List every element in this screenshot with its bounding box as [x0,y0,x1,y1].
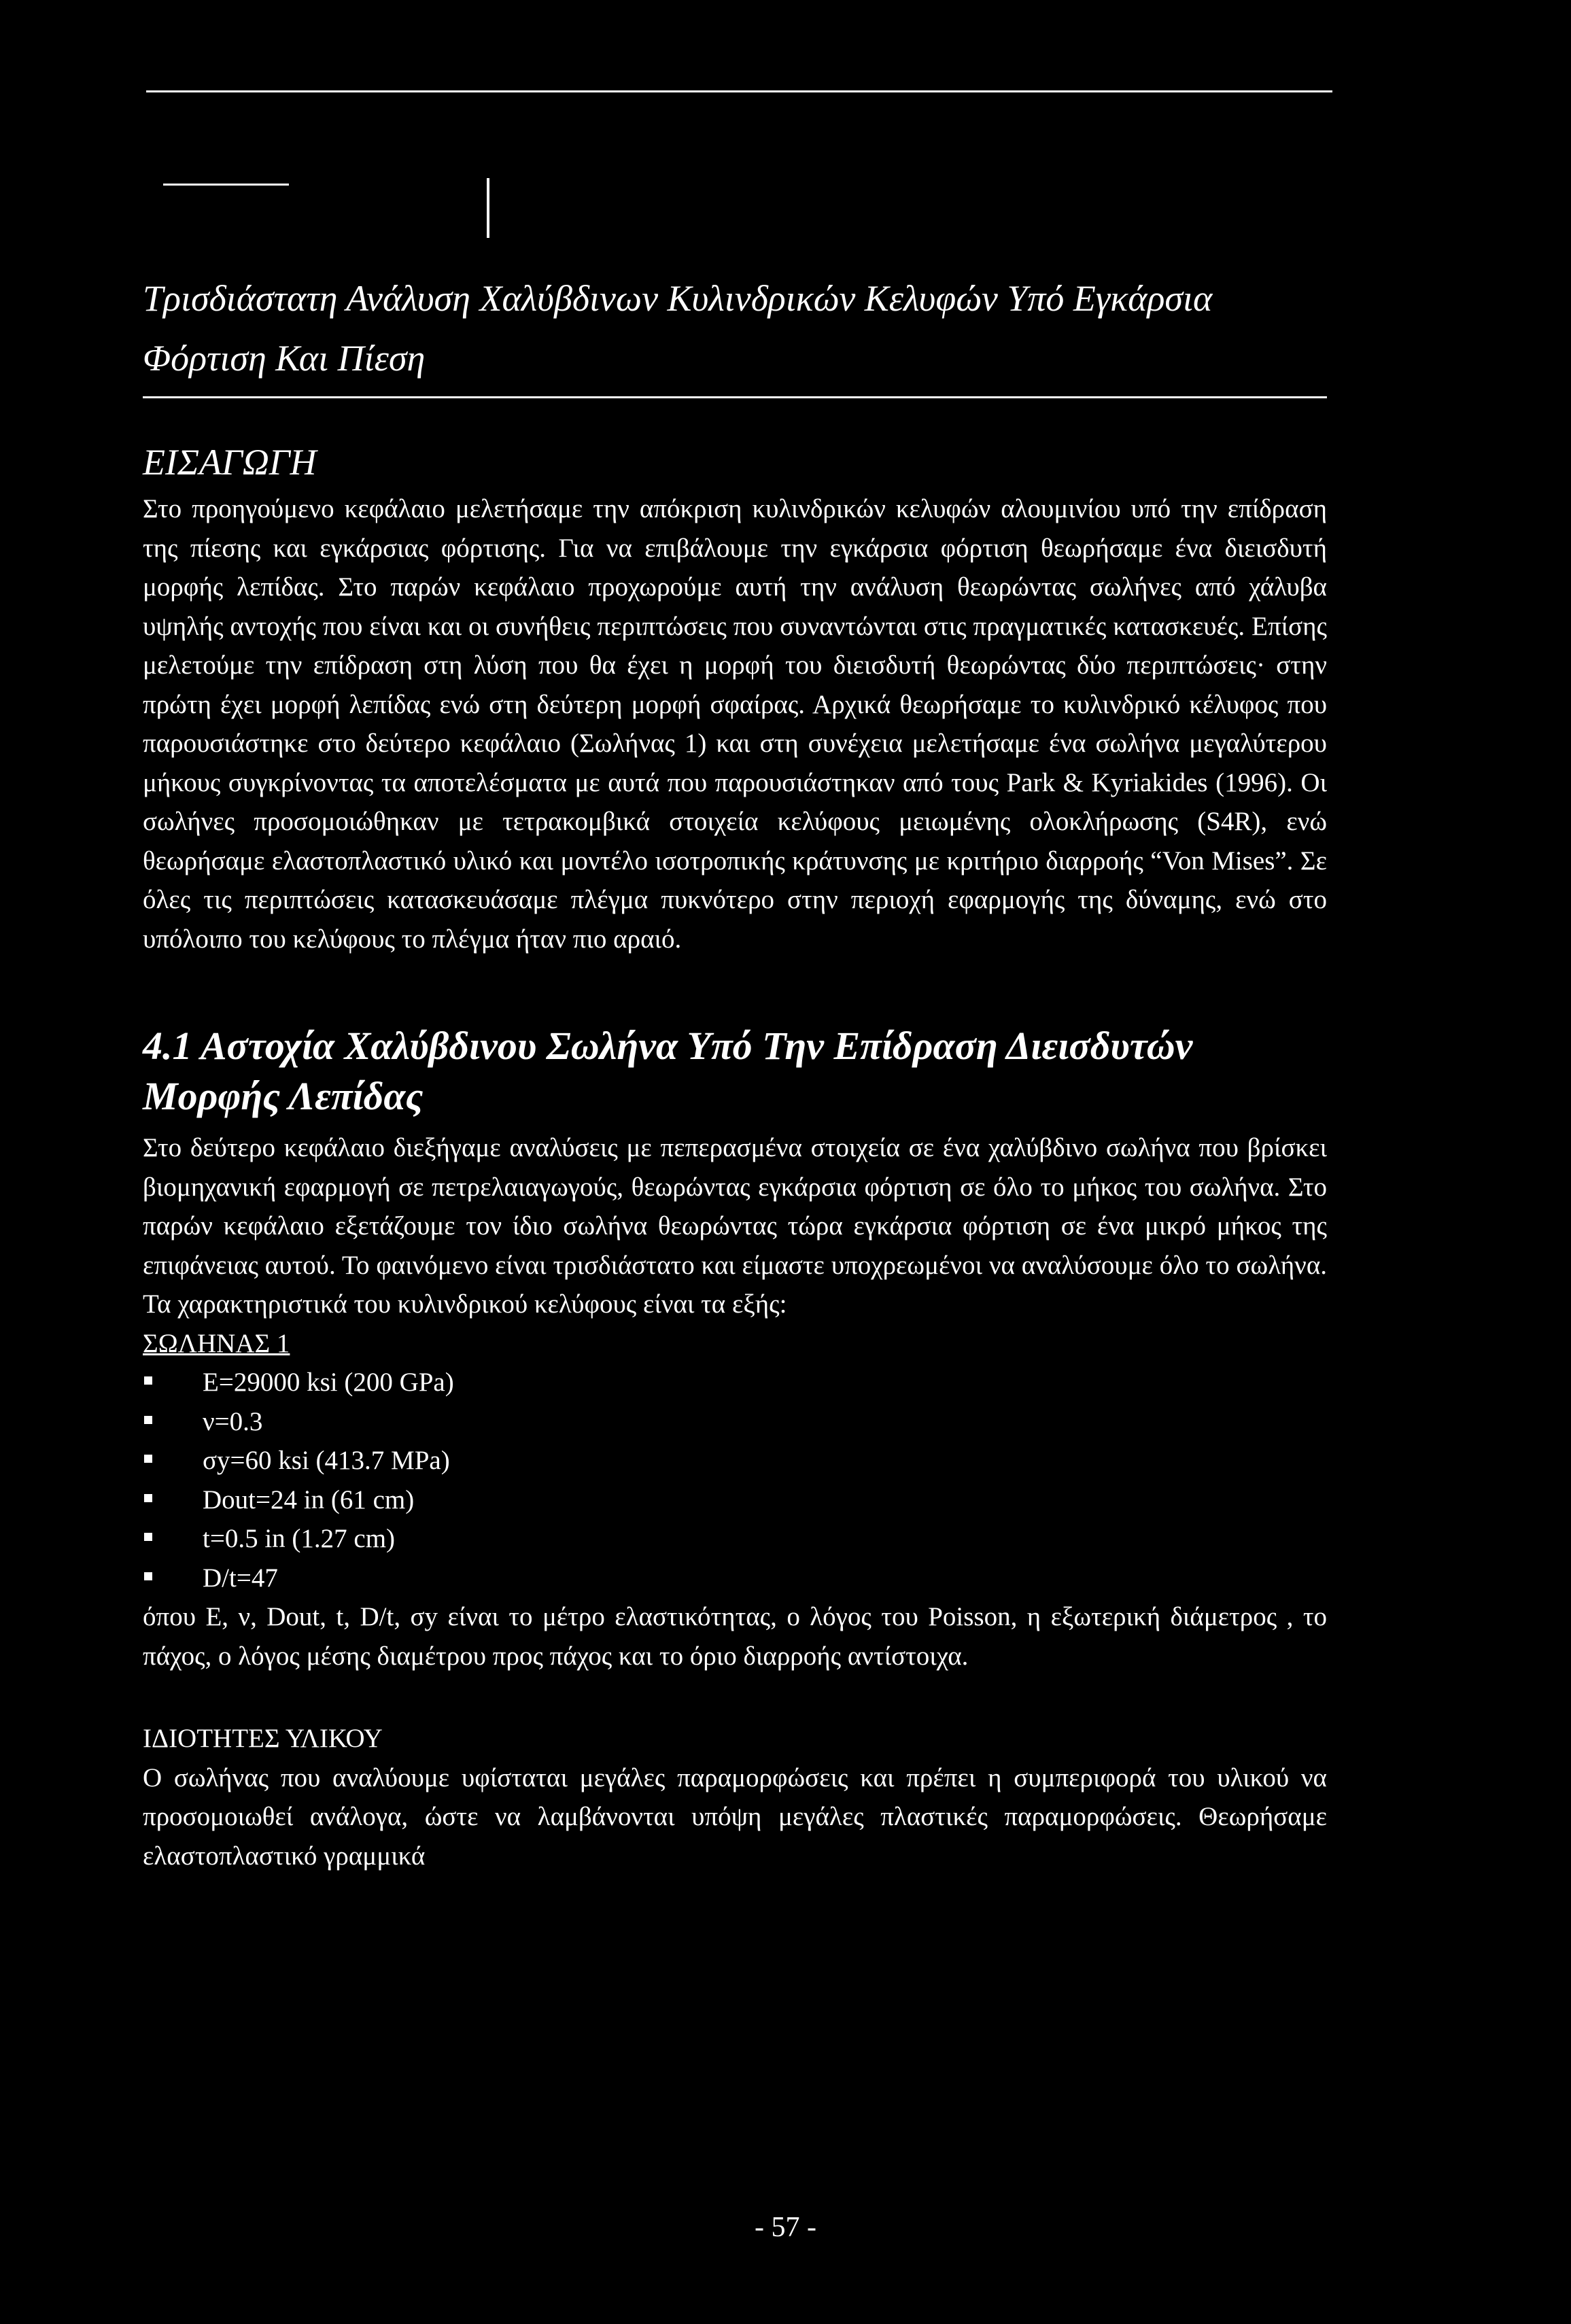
list-item [143,1363,1327,1402]
page-body [143,268,1327,1875]
intro-paragraph: Στο προηγούμενο κεφάλαιο μελετήσαμε την απόκριση κυλινδρικών κελυφών αλουμινίου υπό την επίδραση της πίεσης και εγκάρσιας φόρτισης. Για να επιβάλουμε την εγκάρσια φόρτιση θεωρήσαμε ένα διεισδυτή μορφής λεπίδας. Στο παρών κεφάλαιο προχωρούμε αυτή την ανάλυση θεωρώντας σωλήνες από χάλυβα υψηλής αντοχής που είναι και οι συνήθεις περιπτώσεις που συναντώνται στις πραγματικές κατασκευές. Επίσης μελετούμε την επίδραση στη λύση που θα έχει η μορφή του διεισδυτή θεωρώντας δύο περιπτώσεις· στην πρώτη έχει μορφή λεπίδας ενώ στη δεύτερη μορφή σφαίρας. Αρχικά θεωρήσαμε το κυλινδρικό κέλυφος που παρουσιάστηκε στο δεύτερο κεφάλαιο (Σωλήνας 1) και στη συνέχεια μελετήσαμε ένα σωλήνα μεγαλύτερου μήκους συγκρίνοντας τα αποτελέσματα με αυτά που παρουσιάστηκαν από τους Park & Kyriakides (1996). Οι σωλήνες προσομοιώθηκαν με τετρακομβικά στοιχεία κελύφους μειωμένης ολοκλήρωσης (S4R), ενώ θεωρήσαμε ελαστοπλαστικό υλικό και μοντέλο ισοτροπικής κράτυνσης με κριτήριο διαρροής “Von Mises”. Σε όλες τις περιπτώσεις κατασκευάσαμε πλέγμα πυκνότερο στην περιοχή εφαρμογής της δύναμης, ενώ στο υπόλοιπο του κελύφους το πλέγμα ήταν πιο αραιό. [143,494,1327,954]
spec-list [143,1363,1327,1597]
bullet-icon [144,1455,152,1463]
bullet-icon [144,1376,152,1385]
pipe-label: ΣΩΛΗΝΑΣ 1 [143,1328,290,1358]
material-heading: ΙΔΙΟΤΗΤΕΣ ΥΛΙΚΟΥ [143,1724,383,1753]
list-item [143,1559,1327,1598]
bullet-icon [144,1494,152,1502]
spec-value: D/t=47 [203,1563,278,1593]
bullet-icon [144,1572,152,1580]
bullet-icon [144,1533,152,1541]
bullet-icon [144,1416,152,1424]
spec-value: t=0.5 in (1.27 cm) [203,1524,396,1553]
list-item [143,1480,1327,1520]
list-item [143,1519,1327,1559]
header-dash [163,184,289,186]
header-tick-mark [487,178,489,238]
spec-value: Dout=24 in (61 cm) [203,1485,415,1514]
material-paragraph: Ο σωλήνας που αναλύουμε υφίσταται μεγάλες παραμορφώσεις και πρέπει η συμπεριφορά του υλικού να προσομοιωθεί ανάλογα, ώστε να λαμβάνονται υπόψη μεγάλες πλαστικές παραμορφώσεις. Θεωρήσαμε ελαστοπλαστικό γραμμικά [143,1763,1327,1871]
spec-value: E=29000 ksi (200 GPa) [203,1368,454,1397]
section-title: 4.1 Αστοχία Χαλύβδινου Σωλήνα Υπό Την Επίδραση Διεισδυτών Μορφής Λεπίδας [143,1024,1193,1118]
section-paragraph: Στο δεύτερο κεφάλαιο διεξήγαμε αναλύσεις με πεπερασμένα στοιχεία σε ένα χαλύβδινο σωλήνα που βρίσκει βιομηχανική εφαρμογή σε πετρελαιαγωγούς, θεωρώντας εγκάρσια φόρτιση σε όλο το μήκος του σωλήνα. Στο παρών κεφάλαιο εξετάζουμε τον ίδιο σωλήνα θεωρώντας τώρα εγκάρσια φόρτιση σε ένα μικρό μήκος της επιφάνειας αυτού. Το φαινόμενο είναι τρισδιάστατο και είμαστε υποχρεωμένοι να αναλύσουμε όλο το σωλήνα. Τα χαρακτηριστικά του κυλινδρικού κελύφους είναι τα εξής: [143,1133,1327,1319]
list-item [143,1402,1327,1442]
list-item [143,1441,1327,1480]
specs-note: όπου E, ν, Dout, t, D/t, σy είναι το μέτρο ελαστικότητας, ο λόγος του Poisson, η εξωτερική διάμετρος , το πάχος, ο λόγος μέσης διαμέτρου προς πάχος και το όριο διαρροής αντίστοιχα. [143,1602,1327,1671]
intro-heading: ΕΙΣΑΓΩΓΗ [143,442,317,483]
page-number: - 57 - [755,2212,816,2243]
document-title: Τρισδιάστατη Ανάλυση Χαλύβδινων Κυλινδρικών Κελυφών Υπό Εγκάρσια Φόρτιση Και Πίεση [143,268,1327,398]
header-rule [146,90,1332,92]
spec-value: σy=60 ksi (413.7 MPa) [203,1446,450,1475]
spec-value: ν=0.3 [203,1406,263,1436]
